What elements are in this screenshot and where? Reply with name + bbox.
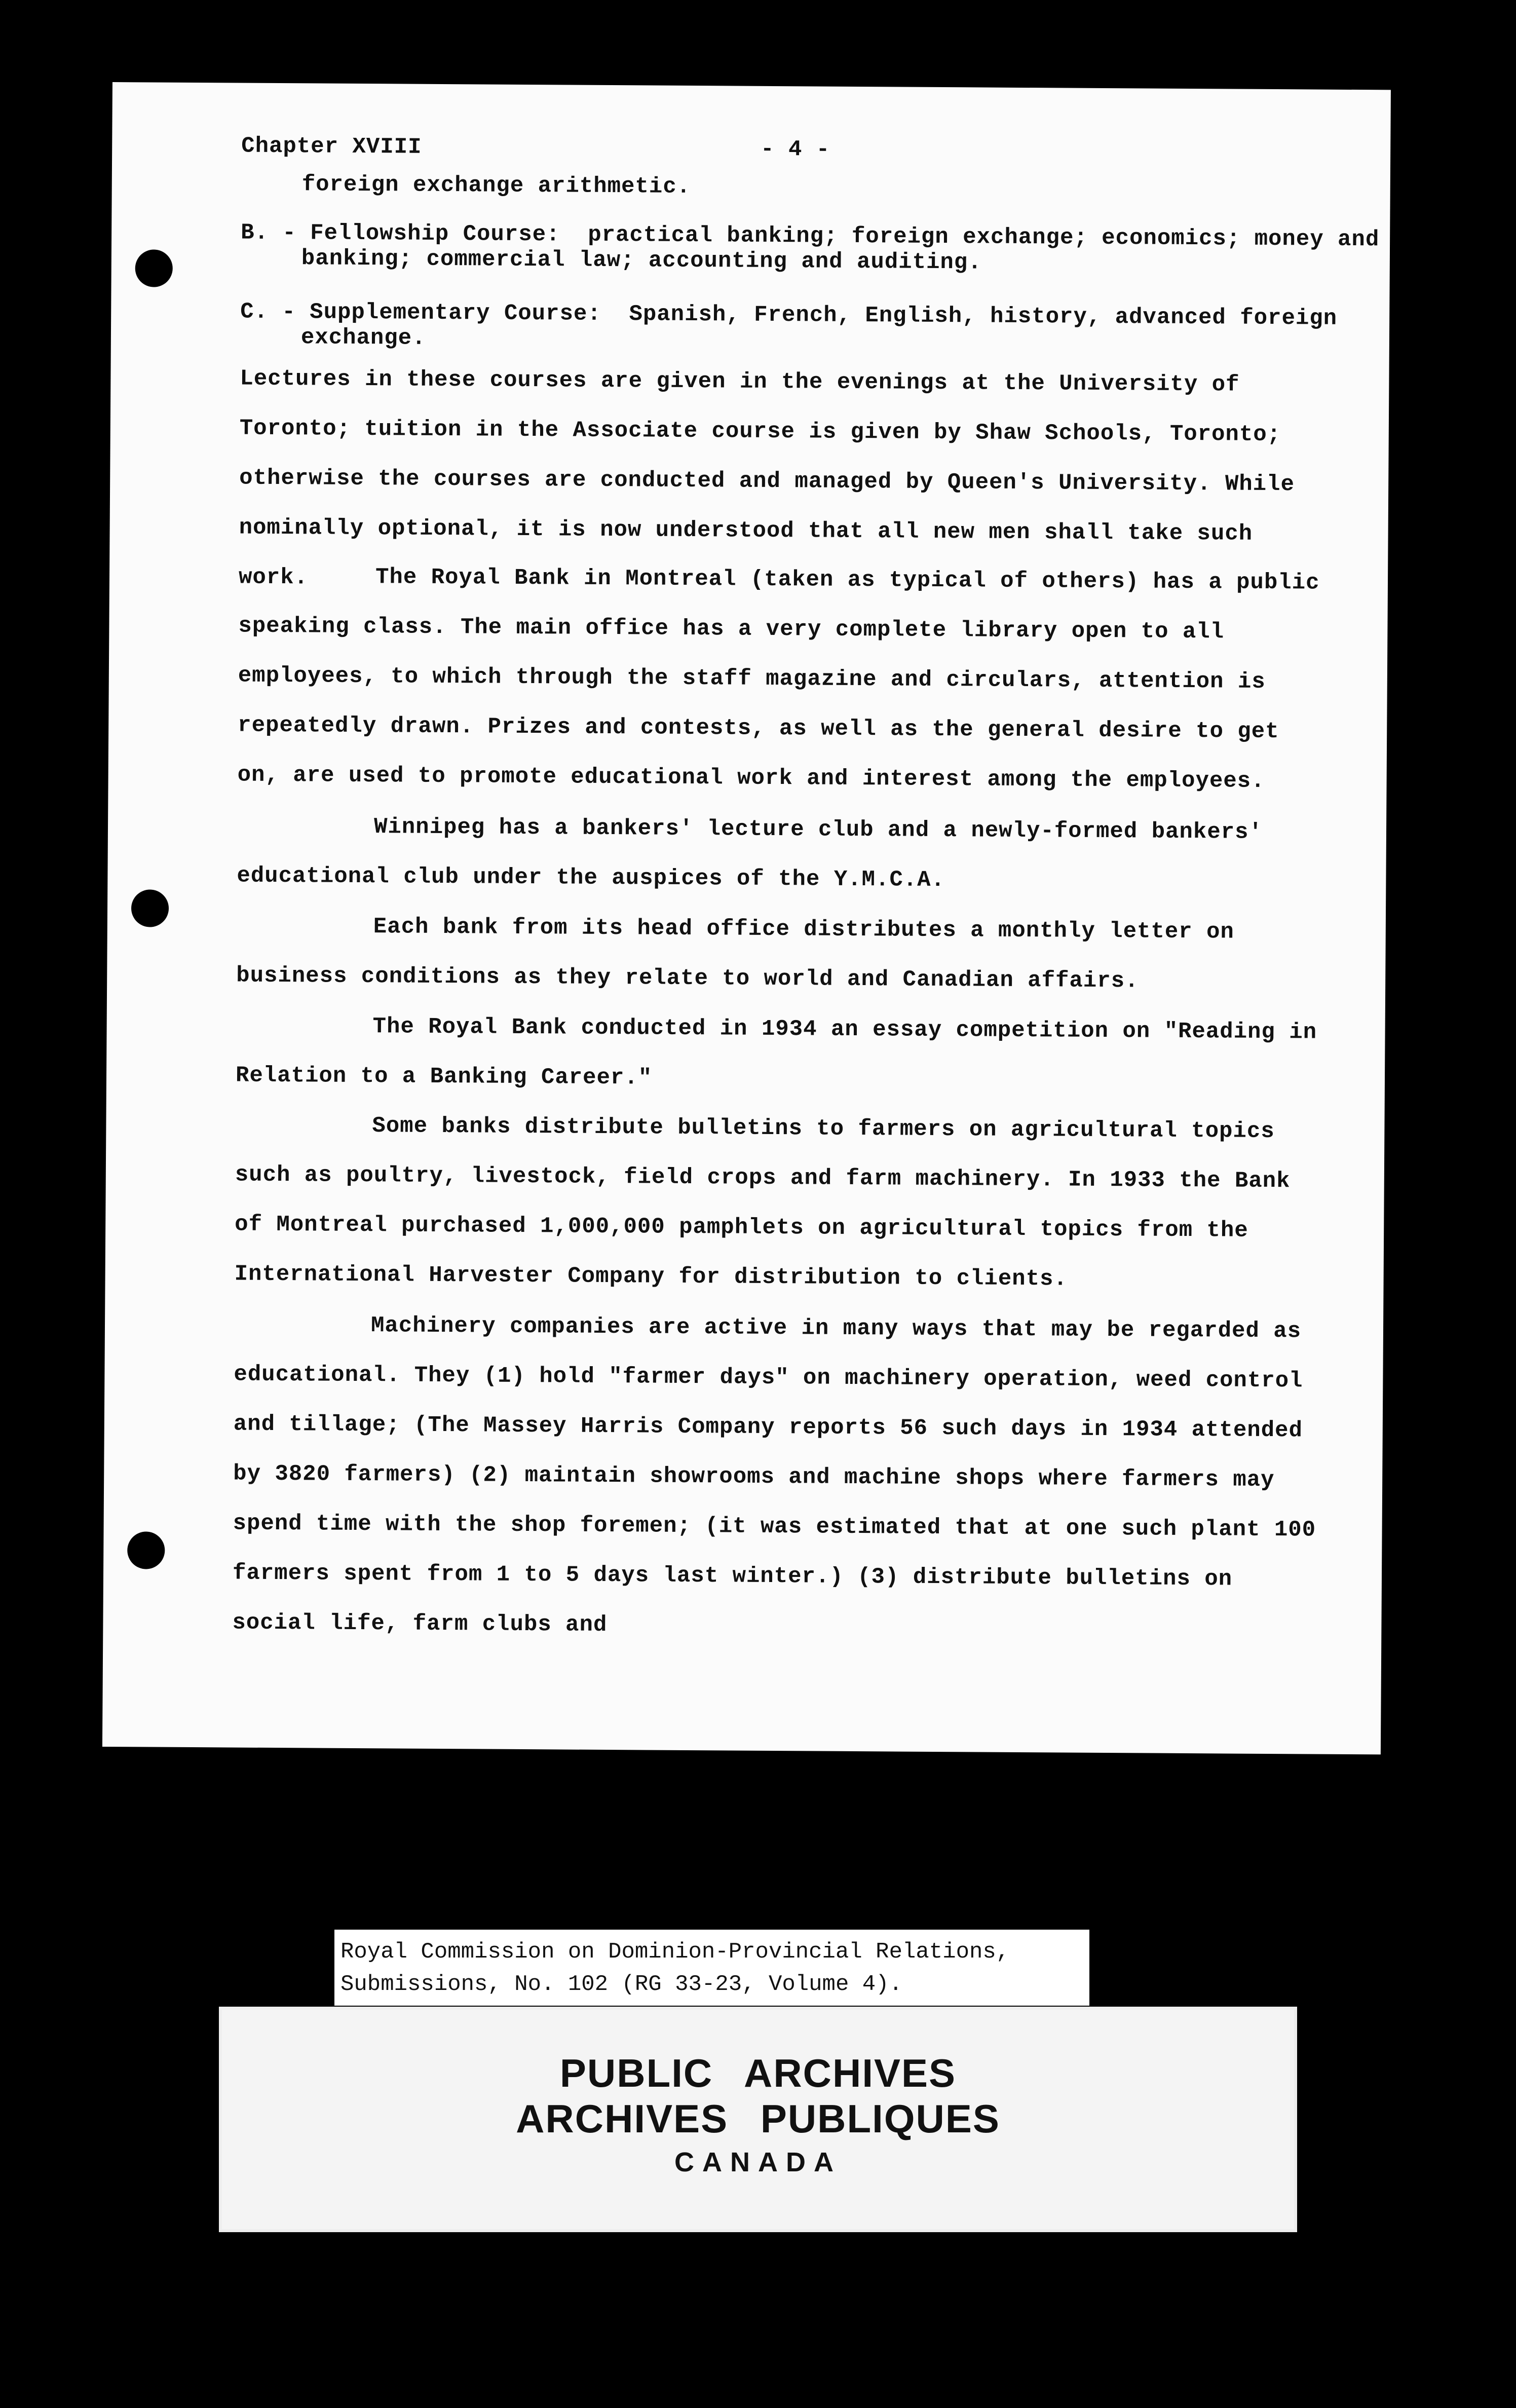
document-text xyxy=(232,133,1407,1638)
supplementary-course-line1: C. - Supplementary Course: Spanish, French, English, history, advanced foreign xyxy=(240,299,1338,331)
paragraph-bulletins: Some banks distribute bulletins to farmers on agricultural topics such as poultry, livestock, field crops and farm machinery. In 1933 the Bank of Montreal purchased 1,000,000 pamphlets on agricultural topics from the International Harvester Company for distribution to clients. xyxy=(234,1113,1291,1292)
paragraph-machinery: Machinery companies are active in many ways that may be regarded as educational. They (1) hold "farmer days" on machinery operation, weed control and tillage; (The Massey Harris Company reports 56 such days in 1934 attended by 3820 farmers) (2) maintain showrooms and machine shops where farmers may spend time with the shop foremen; (it was estimated that at one such plant 100 farmers spent from 1 to 5 days last winter.) (3) distribute bulletins on social life, farm clubs and xyxy=(232,1313,1316,1638)
page-header xyxy=(241,134,1407,176)
paragraph-lectures: Lectures in these courses are given in the evenings at the University of Toronto; tuition in the Associate course is given by Shaw Schools, Toronto; otherwise the courses are conducted and managed by Queen's University. While nominally optional, it is now understood that all new men shall take such work. xyxy=(238,366,1295,591)
label-line-2: Submissions, No. 102 (RG 33-23, Volume 4). xyxy=(340,1972,902,1997)
punch-hole-bottom xyxy=(127,1531,165,1569)
punch-hole-top xyxy=(135,249,173,287)
label-line-1: Royal Commission on Dominion-Provincial Relations, xyxy=(340,1939,1010,1965)
document-page xyxy=(102,82,1391,1754)
punch-hole-middle xyxy=(131,889,169,927)
paragraph-winnipeg: Winnipeg has a bankers' lecture club and a newly-formed bankers' educational club under the auspices of the Y.M.C.A. xyxy=(237,814,1263,893)
page-number: - 4 - xyxy=(761,136,830,163)
supplementary-course-line2: exchange. xyxy=(300,325,426,351)
paragraph-monthly-letter: Each bank from its head office distributes a monthly letter on business conditions as they relate to world and Canadian affairs. xyxy=(236,914,1235,994)
paragraph-royal-bank: The Royal Bank in Montreal (taken as typical of others) has a public speaking class. The main office has a very complete library open to all employees, to which through the staff magazine and circulars, attention is repeatedly drawn. Prizes and contests, as well as the general desire to get on, are used to promote educational work and interest among the employees. xyxy=(237,565,1320,794)
chapter-title: Chapter XVIII xyxy=(241,133,422,160)
stamp-line-public-archives: PUBLIC ARCHIVES xyxy=(559,2051,957,2095)
public-archives-stamp xyxy=(219,2007,1297,2232)
line-foreign-exchange: foreign exchange arithmetic. xyxy=(301,172,691,200)
archive-reference-label xyxy=(334,1930,1089,2006)
stamp-line-archives-publiques: ARCHIVES PUBLIQUES xyxy=(516,2096,1000,2141)
fellowship-course-line2: banking; commercial law; accounting and auditing. xyxy=(301,246,982,276)
fellowship-course-line1: B. - Fellowship Course: practical banking; foreign exchange; economics; money and xyxy=(241,220,1380,253)
paragraph-essay-competition: The Royal Bank conducted in 1934 an essay competition on "Reading in Relation to a Banking Career." xyxy=(235,1014,1317,1091)
stamp-line-canada: CANADA xyxy=(674,2147,842,2177)
